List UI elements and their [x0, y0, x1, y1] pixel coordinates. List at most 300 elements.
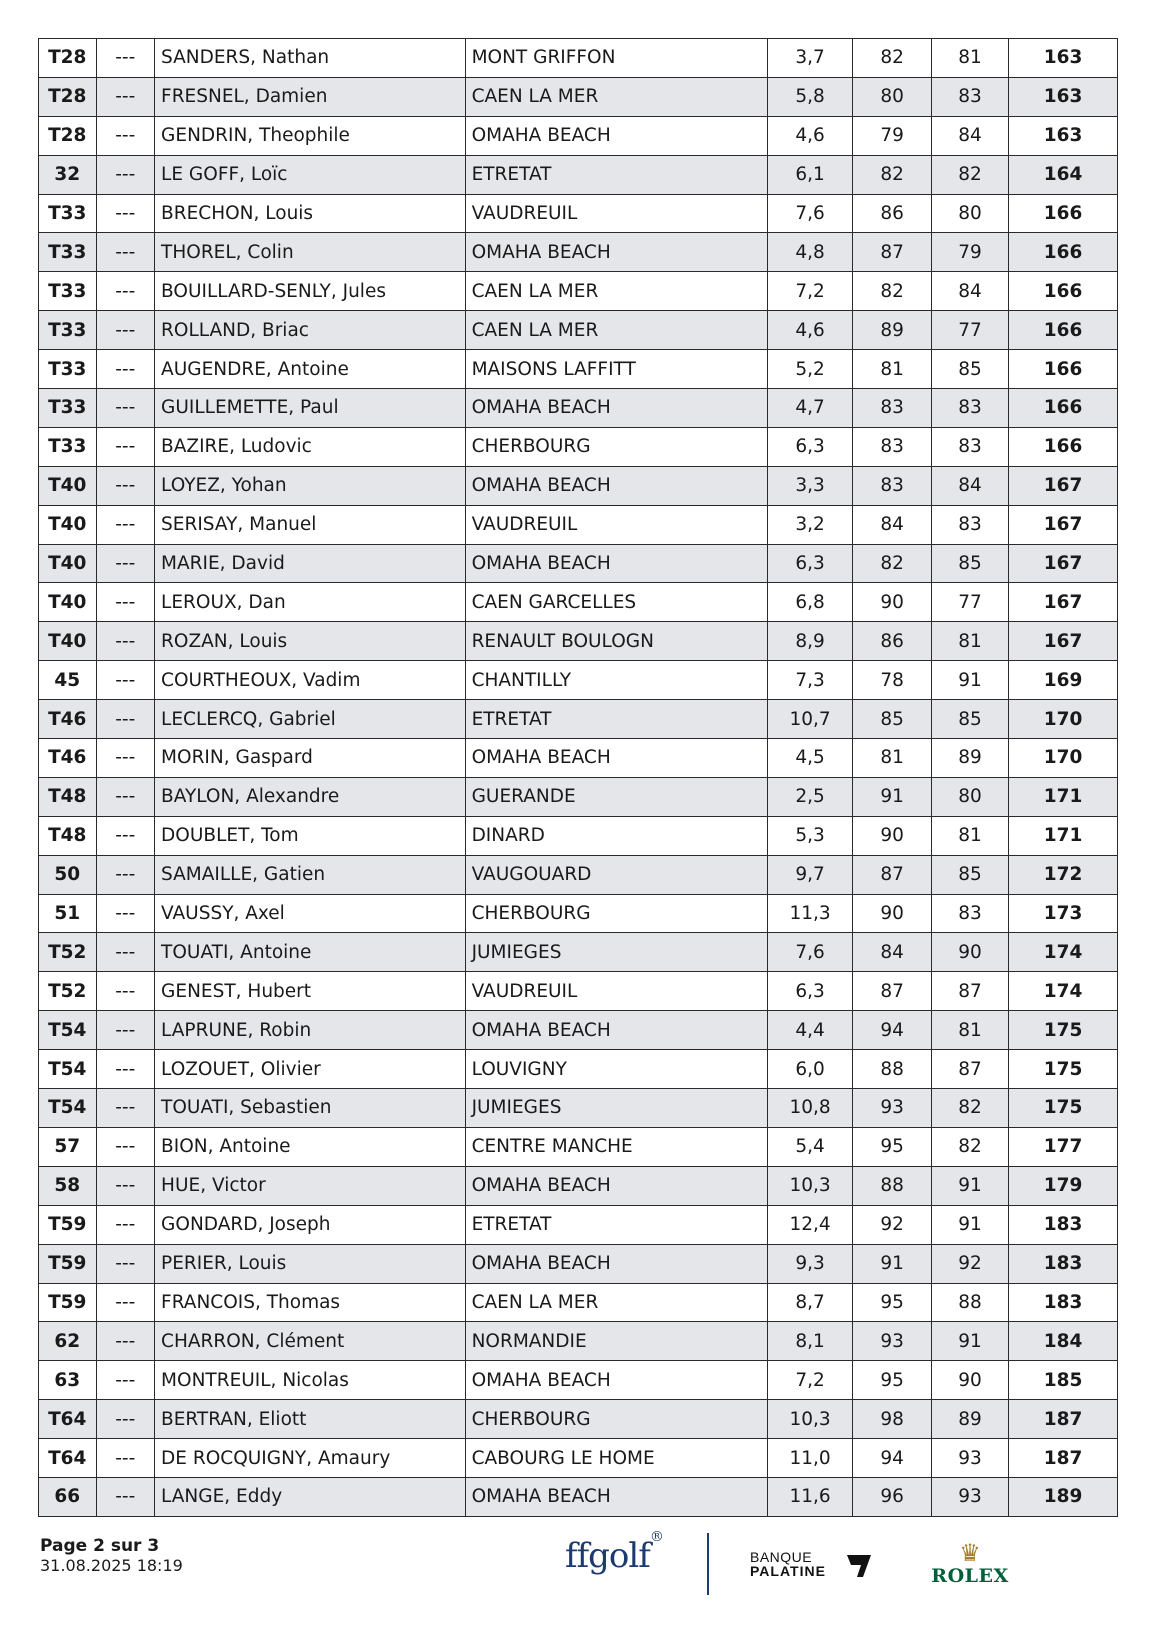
total-score-cell: 187 — [1009, 1439, 1118, 1478]
total-score-cell: 183 — [1009, 1283, 1118, 1322]
registered-mark-icon: ® — [649, 1528, 663, 1545]
position-cell: T33 — [39, 427, 97, 466]
round2-score-cell: 83 — [931, 427, 1008, 466]
round1-score-cell: 84 — [853, 505, 931, 544]
total-score-cell: 163 — [1009, 116, 1118, 155]
footer-divider — [707, 1533, 709, 1595]
round2-score-cell: 80 — [931, 777, 1008, 816]
position-cell: T59 — [39, 1244, 97, 1283]
handicap-index-cell: 5,4 — [767, 1127, 853, 1166]
table-row — [39, 583, 1118, 622]
club-cell: JUMIEGES — [465, 933, 767, 972]
dash-cell: --- — [96, 389, 155, 428]
position-cell: 63 — [39, 1361, 97, 1400]
player-name-cell: PERIER, Louis — [155, 1244, 466, 1283]
position-cell: T28 — [39, 39, 97, 78]
club-cell: OMAHA BEACH — [465, 116, 767, 155]
handicap-index-cell: 6,0 — [767, 1050, 853, 1089]
total-score-cell: 164 — [1009, 155, 1118, 194]
handicap-index-cell: 11,3 — [767, 894, 853, 933]
handicap-index-cell: 10,7 — [767, 700, 853, 739]
handicap-index-cell: 2,5 — [767, 777, 853, 816]
round2-score-cell: 84 — [931, 466, 1008, 505]
player-name-cell: BAZIRE, Ludovic — [155, 427, 466, 466]
round1-score-cell: 84 — [853, 933, 931, 972]
table-row — [39, 389, 1118, 428]
position-cell: T59 — [39, 1205, 97, 1244]
position-cell: T28 — [39, 77, 97, 116]
position-cell: T40 — [39, 544, 97, 583]
player-name-cell: MARIE, David — [155, 544, 466, 583]
handicap-index-cell: 5,8 — [767, 77, 853, 116]
dash-cell: --- — [96, 777, 155, 816]
handicap-index-cell: 4,7 — [767, 389, 853, 428]
round1-score-cell: 91 — [853, 1244, 931, 1283]
position-cell: T33 — [39, 389, 97, 428]
table-row — [39, 1361, 1118, 1400]
total-score-cell: 172 — [1009, 855, 1118, 894]
round2-score-cell: 79 — [931, 233, 1008, 272]
round1-score-cell: 95 — [853, 1127, 931, 1166]
handicap-index-cell: 8,9 — [767, 622, 853, 661]
player-name-cell: GONDARD, Joseph — [155, 1205, 466, 1244]
player-name-cell: THOREL, Colin — [155, 233, 466, 272]
table-row — [39, 933, 1118, 972]
club-cell: DINARD — [465, 816, 767, 855]
club-cell: RENAULT BOULOGN — [465, 622, 767, 661]
table-row — [39, 661, 1118, 700]
round1-score-cell: 90 — [853, 894, 931, 933]
ffgolf-logo — [565, 1528, 663, 1576]
round1-score-cell: 83 — [853, 389, 931, 428]
banque-logo-line2: PALATINE — [750, 1563, 826, 1579]
player-name-cell: TOUATI, Sebastien — [155, 1089, 466, 1128]
total-score-cell: 189 — [1009, 1477, 1118, 1516]
dash-cell: --- — [96, 155, 155, 194]
results-table-body — [39, 39, 1118, 1517]
player-name-cell: LECLERCQ, Gabriel — [155, 700, 466, 739]
handicap-index-cell: 3,2 — [767, 505, 853, 544]
dash-cell: --- — [96, 194, 155, 233]
dash-cell: --- — [96, 1050, 155, 1089]
position-cell: T48 — [39, 816, 97, 855]
total-score-cell: 167 — [1009, 544, 1118, 583]
dash-cell: --- — [96, 1089, 155, 1128]
round2-score-cell: 91 — [931, 1322, 1008, 1361]
club-cell: ETRETAT — [465, 700, 767, 739]
position-cell: T52 — [39, 972, 97, 1011]
handicap-index-cell: 9,7 — [767, 855, 853, 894]
banque-palatine-logo — [750, 1550, 826, 1578]
handicap-index-cell: 4,6 — [767, 311, 853, 350]
club-cell: CHERBOURG — [465, 427, 767, 466]
dash-cell: --- — [96, 39, 155, 78]
page-number: Page 2 sur 3 — [40, 1536, 160, 1556]
position-cell: T59 — [39, 1283, 97, 1322]
results-table — [38, 38, 1118, 1517]
total-score-cell: 184 — [1009, 1322, 1118, 1361]
handicap-index-cell: 4,6 — [767, 116, 853, 155]
table-row — [39, 700, 1118, 739]
club-cell: CHANTILLY — [465, 661, 767, 700]
player-name-cell: GENDRIN, Theophile — [155, 116, 466, 155]
round2-score-cell: 87 — [931, 1050, 1008, 1089]
table-row — [39, 1322, 1118, 1361]
round2-score-cell: 93 — [931, 1439, 1008, 1478]
round2-score-cell: 92 — [931, 1244, 1008, 1283]
round2-score-cell: 90 — [931, 1361, 1008, 1400]
round1-score-cell: 82 — [853, 544, 931, 583]
dash-cell: --- — [96, 972, 155, 1011]
round2-score-cell: 84 — [931, 116, 1008, 155]
player-name-cell: ROLLAND, Briac — [155, 311, 466, 350]
total-score-cell: 170 — [1009, 700, 1118, 739]
dash-cell: --- — [96, 855, 155, 894]
total-score-cell: 173 — [1009, 894, 1118, 933]
round1-score-cell: 79 — [853, 116, 931, 155]
player-name-cell: HUE, Victor — [155, 1166, 466, 1205]
handicap-index-cell: 8,7 — [767, 1283, 853, 1322]
total-score-cell: 163 — [1009, 77, 1118, 116]
round1-score-cell: 87 — [853, 233, 931, 272]
table-row — [39, 622, 1118, 661]
dash-cell: --- — [96, 1205, 155, 1244]
club-cell: CHERBOURG — [465, 1400, 767, 1439]
round1-score-cell: 93 — [853, 1089, 931, 1128]
round1-score-cell: 91 — [853, 777, 931, 816]
handicap-index-cell: 6,3 — [767, 427, 853, 466]
player-name-cell: MORIN, Gaspard — [155, 739, 466, 778]
round1-score-cell: 94 — [853, 1011, 931, 1050]
position-cell: 57 — [39, 1127, 97, 1166]
handicap-index-cell: 5,2 — [767, 350, 853, 389]
dash-cell: --- — [96, 544, 155, 583]
total-score-cell: 175 — [1009, 1050, 1118, 1089]
dash-cell: --- — [96, 272, 155, 311]
handicap-index-cell: 8,1 — [767, 1322, 853, 1361]
club-cell: ETRETAT — [465, 1205, 767, 1244]
player-name-cell: SERISAY, Manuel — [155, 505, 466, 544]
banque-palatine-mark-icon — [845, 1551, 873, 1579]
player-name-cell: TOUATI, Antoine — [155, 933, 466, 972]
round1-score-cell: 86 — [853, 622, 931, 661]
table-row — [39, 1477, 1118, 1516]
round1-score-cell: 83 — [853, 466, 931, 505]
handicap-index-cell: 7,3 — [767, 661, 853, 700]
round1-score-cell: 81 — [853, 350, 931, 389]
position-cell: T46 — [39, 739, 97, 778]
position-cell: T46 — [39, 700, 97, 739]
round1-score-cell: 95 — [853, 1361, 931, 1400]
position-cell: 58 — [39, 1166, 97, 1205]
club-cell: CAEN LA MER — [465, 311, 767, 350]
round1-score-cell: 96 — [853, 1477, 931, 1516]
round2-score-cell: 85 — [931, 855, 1008, 894]
round2-score-cell: 80 — [931, 194, 1008, 233]
total-score-cell: 167 — [1009, 505, 1118, 544]
club-cell: VAUDREUIL — [465, 194, 767, 233]
total-score-cell: 169 — [1009, 661, 1118, 700]
dash-cell: --- — [96, 350, 155, 389]
round1-score-cell: 82 — [853, 272, 931, 311]
round2-score-cell: 88 — [931, 1283, 1008, 1322]
dash-cell: --- — [96, 583, 155, 622]
club-cell: OMAHA BEACH — [465, 1477, 767, 1516]
table-row — [39, 505, 1118, 544]
club-cell: OMAHA BEACH — [465, 233, 767, 272]
round2-score-cell: 77 — [931, 311, 1008, 350]
position-cell: T28 — [39, 116, 97, 155]
round2-score-cell: 90 — [931, 933, 1008, 972]
total-score-cell: 166 — [1009, 194, 1118, 233]
handicap-index-cell: 7,6 — [767, 194, 853, 233]
rolex-logo-text: ROLEX — [931, 1565, 1009, 1587]
table-row — [39, 233, 1118, 272]
round2-score-cell: 87 — [931, 972, 1008, 1011]
dash-cell: --- — [96, 1477, 155, 1516]
club-cell: CENTRE MANCHE — [465, 1127, 767, 1166]
round2-score-cell: 77 — [931, 583, 1008, 622]
round1-score-cell: 95 — [853, 1283, 931, 1322]
player-name-cell: BAYLON, Alexandre — [155, 777, 466, 816]
club-cell: MAISONS LAFFITT — [465, 350, 767, 389]
round2-score-cell: 84 — [931, 272, 1008, 311]
handicap-index-cell: 10,3 — [767, 1166, 853, 1205]
round2-score-cell: 91 — [931, 1166, 1008, 1205]
club-cell: VAUDREUIL — [465, 972, 767, 1011]
dash-cell: --- — [96, 77, 155, 116]
table-row — [39, 739, 1118, 778]
player-name-cell: GENEST, Hubert — [155, 972, 466, 1011]
round1-score-cell: 90 — [853, 583, 931, 622]
total-score-cell: 167 — [1009, 622, 1118, 661]
rolex-logo — [929, 1541, 1011, 1587]
table-row — [39, 77, 1118, 116]
position-cell: T40 — [39, 466, 97, 505]
club-cell: CAEN LA MER — [465, 77, 767, 116]
total-score-cell: 171 — [1009, 816, 1118, 855]
dash-cell: --- — [96, 1283, 155, 1322]
position-cell: 45 — [39, 661, 97, 700]
handicap-index-cell: 4,8 — [767, 233, 853, 272]
total-score-cell: 175 — [1009, 1089, 1118, 1128]
handicap-index-cell: 3,3 — [767, 466, 853, 505]
club-cell: ETRETAT — [465, 155, 767, 194]
round1-score-cell: 87 — [853, 972, 931, 1011]
dash-cell: --- — [96, 894, 155, 933]
table-row — [39, 816, 1118, 855]
club-cell: MONT GRIFFON — [465, 39, 767, 78]
player-name-cell: DOUBLET, Tom — [155, 816, 466, 855]
round1-score-cell: 78 — [853, 661, 931, 700]
position-cell: T33 — [39, 311, 97, 350]
round1-score-cell: 94 — [853, 1439, 931, 1478]
club-cell: CAEN LA MER — [465, 1283, 767, 1322]
dash-cell: --- — [96, 661, 155, 700]
round2-score-cell: 81 — [931, 816, 1008, 855]
dash-cell: --- — [96, 1166, 155, 1205]
total-score-cell: 187 — [1009, 1400, 1118, 1439]
club-cell: OMAHA BEACH — [465, 1166, 767, 1205]
round1-score-cell: 82 — [853, 39, 931, 78]
round1-score-cell: 98 — [853, 1400, 931, 1439]
table-row — [39, 155, 1118, 194]
total-score-cell: 166 — [1009, 427, 1118, 466]
handicap-index-cell: 7,2 — [767, 272, 853, 311]
dash-cell: --- — [96, 739, 155, 778]
position-cell: T33 — [39, 194, 97, 233]
table-row — [39, 39, 1118, 78]
total-score-cell: 183 — [1009, 1244, 1118, 1283]
total-score-cell: 170 — [1009, 739, 1118, 778]
position-cell: 66 — [39, 1477, 97, 1516]
round1-score-cell: 89 — [853, 311, 931, 350]
table-row — [39, 855, 1118, 894]
total-score-cell: 171 — [1009, 777, 1118, 816]
handicap-index-cell: 10,3 — [767, 1400, 853, 1439]
table-row — [39, 544, 1118, 583]
total-score-cell: 175 — [1009, 1011, 1118, 1050]
dash-cell: --- — [96, 1439, 155, 1478]
total-score-cell: 177 — [1009, 1127, 1118, 1166]
round2-score-cell: 82 — [931, 155, 1008, 194]
round2-score-cell: 83 — [931, 389, 1008, 428]
round2-score-cell: 81 — [931, 1011, 1008, 1050]
dash-cell: --- — [96, 816, 155, 855]
handicap-index-cell: 9,3 — [767, 1244, 853, 1283]
dash-cell: --- — [96, 622, 155, 661]
handicap-index-cell: 10,8 — [767, 1089, 853, 1128]
total-score-cell: 166 — [1009, 272, 1118, 311]
position-cell: T40 — [39, 583, 97, 622]
table-row — [39, 1439, 1118, 1478]
player-name-cell: LAPRUNE, Robin — [155, 1011, 466, 1050]
round2-score-cell: 93 — [931, 1477, 1008, 1516]
total-score-cell: 174 — [1009, 933, 1118, 972]
total-score-cell: 183 — [1009, 1205, 1118, 1244]
player-name-cell: COURTHEOUX, Vadim — [155, 661, 466, 700]
print-timestamp: 31.08.2025 18:19 — [40, 1556, 183, 1575]
player-name-cell: BION, Antoine — [155, 1127, 466, 1166]
handicap-index-cell: 4,5 — [767, 739, 853, 778]
player-name-cell: BERTRAN, Eliott — [155, 1400, 466, 1439]
club-cell: CAEN GARCELLES — [465, 583, 767, 622]
table-row — [39, 972, 1118, 1011]
table-row — [39, 1283, 1118, 1322]
club-cell: NORMANDIE — [465, 1322, 767, 1361]
table-row — [39, 194, 1118, 233]
dash-cell: --- — [96, 1400, 155, 1439]
round2-score-cell: 89 — [931, 739, 1008, 778]
round2-score-cell: 91 — [931, 1205, 1008, 1244]
round2-score-cell: 83 — [931, 894, 1008, 933]
player-name-cell: AUGENDRE, Antoine — [155, 350, 466, 389]
dash-cell: --- — [96, 505, 155, 544]
round1-score-cell: 87 — [853, 855, 931, 894]
round1-score-cell: 86 — [853, 194, 931, 233]
handicap-index-cell: 11,6 — [767, 1477, 853, 1516]
club-cell: OMAHA BEACH — [465, 389, 767, 428]
handicap-index-cell: 7,2 — [767, 1361, 853, 1400]
dash-cell: --- — [96, 233, 155, 272]
total-score-cell: 163 — [1009, 39, 1118, 78]
round2-score-cell: 89 — [931, 1400, 1008, 1439]
player-name-cell: LE GOFF, Loïc — [155, 155, 466, 194]
table-row — [39, 1089, 1118, 1128]
position-cell: T64 — [39, 1400, 97, 1439]
player-name-cell: LOYEZ, Yohan — [155, 466, 466, 505]
player-name-cell: CHARRON, Clément — [155, 1322, 466, 1361]
handicap-index-cell: 6,3 — [767, 544, 853, 583]
table-row — [39, 1400, 1118, 1439]
dash-cell: --- — [96, 311, 155, 350]
player-name-cell: SAMAILLE, Gatien — [155, 855, 466, 894]
club-cell: JUMIEGES — [465, 1089, 767, 1128]
table-row — [39, 116, 1118, 155]
round1-score-cell: 88 — [853, 1166, 931, 1205]
position-cell: 51 — [39, 894, 97, 933]
handicap-index-cell: 7,6 — [767, 933, 853, 972]
round2-score-cell: 82 — [931, 1089, 1008, 1128]
player-name-cell: VAUSSY, Axel — [155, 894, 466, 933]
round2-score-cell: 83 — [931, 77, 1008, 116]
position-cell: T54 — [39, 1011, 97, 1050]
total-score-cell: 185 — [1009, 1361, 1118, 1400]
rolex-crown-icon: ♛ — [959, 1539, 981, 1567]
player-name-cell: FRESNEL, Damien — [155, 77, 466, 116]
table-row — [39, 1127, 1118, 1166]
table-row — [39, 427, 1118, 466]
dash-cell: --- — [96, 466, 155, 505]
club-cell: CHERBOURG — [465, 894, 767, 933]
player-name-cell: FRANCOIS, Thomas — [155, 1283, 466, 1322]
club-cell: LOUVIGNY — [465, 1050, 767, 1089]
club-cell: CABOURG LE HOME — [465, 1439, 767, 1478]
player-name-cell: GUILLEMETTE, Paul — [155, 389, 466, 428]
handicap-index-cell: 6,1 — [767, 155, 853, 194]
ffgolf-logo-text: ffgolf — [565, 1536, 650, 1576]
position-cell: T33 — [39, 233, 97, 272]
table-row — [39, 1166, 1118, 1205]
position-cell: T54 — [39, 1050, 97, 1089]
position-cell: T54 — [39, 1089, 97, 1128]
position-cell: T40 — [39, 622, 97, 661]
club-cell: VAUGOUARD — [465, 855, 767, 894]
total-score-cell: 179 — [1009, 1166, 1118, 1205]
handicap-index-cell: 6,8 — [767, 583, 853, 622]
dash-cell: --- — [96, 1011, 155, 1050]
round1-score-cell: 80 — [853, 77, 931, 116]
club-cell: OMAHA BEACH — [465, 1244, 767, 1283]
table-row — [39, 777, 1118, 816]
position-cell: T64 — [39, 1439, 97, 1478]
round2-score-cell: 81 — [931, 39, 1008, 78]
club-cell: OMAHA BEACH — [465, 466, 767, 505]
table-row — [39, 894, 1118, 933]
dash-cell: --- — [96, 1322, 155, 1361]
dash-cell: --- — [96, 427, 155, 466]
dash-cell: --- — [96, 1127, 155, 1166]
position-cell: T52 — [39, 933, 97, 972]
round1-score-cell: 92 — [853, 1205, 931, 1244]
position-cell: T33 — [39, 350, 97, 389]
player-name-cell: BOUILLARD-SENLY, Jules — [155, 272, 466, 311]
player-name-cell: MONTREUIL, Nicolas — [155, 1361, 466, 1400]
position-cell: T40 — [39, 505, 97, 544]
total-score-cell: 166 — [1009, 233, 1118, 272]
table-row — [39, 1050, 1118, 1089]
dash-cell: --- — [96, 116, 155, 155]
